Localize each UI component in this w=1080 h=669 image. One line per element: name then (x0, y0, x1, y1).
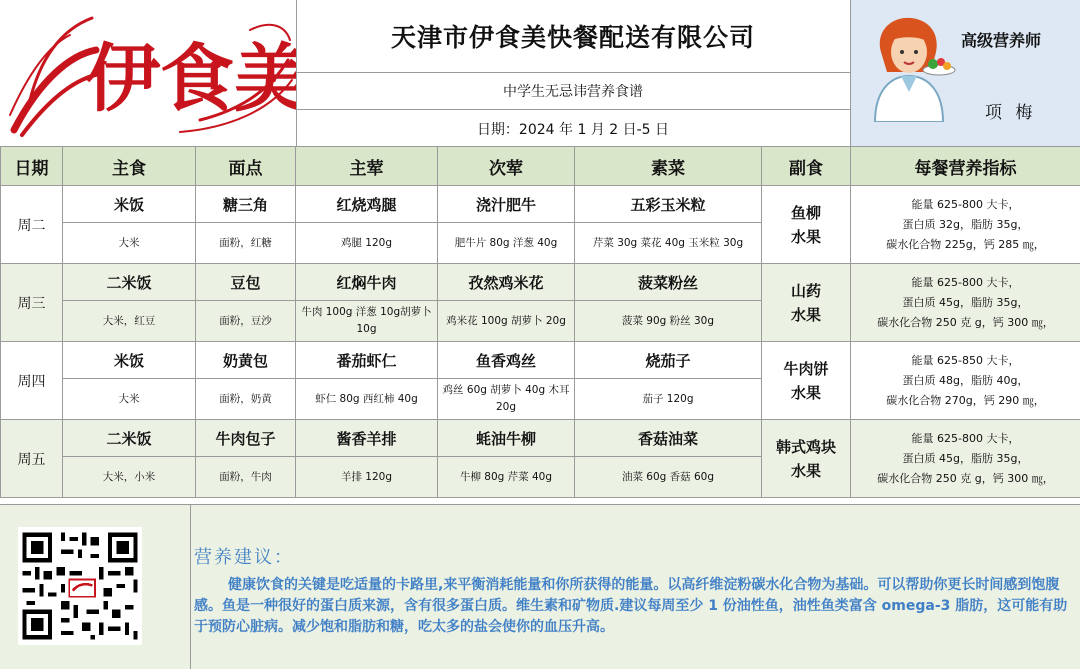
qr-pane (0, 505, 191, 669)
ingredient-text: 茄子 120g (575, 379, 762, 420)
ingredient-text: 鸡米花 100g 胡萝卜 20g (438, 301, 575, 342)
nutrition-line: 能量 625-800 大卡， (851, 273, 1080, 293)
column-header: 次荤 (438, 147, 575, 186)
dish-name: 蚝油牛柳 (438, 420, 575, 457)
side-dish: 水果 (762, 225, 850, 249)
nutritionist-title: 高级营养师 (961, 28, 1041, 51)
ingredient-text: 鸡丝 60g 胡萝卜 40g 木耳 20g (438, 379, 575, 420)
company-logo (0, 0, 297, 147)
side-dish-cell (762, 420, 851, 498)
dish-name: 豆包 (196, 264, 296, 301)
dish-name: 糖三角 (196, 186, 296, 223)
nutrition-cell (851, 186, 1080, 264)
dish-name: 酱香羊排 (296, 420, 438, 457)
side-dish: 鱼柳 (762, 201, 850, 225)
nutrition-cell (851, 420, 1080, 498)
nutritionist-name: 项 梅 (985, 98, 1036, 123)
side-dish: 水果 (762, 303, 850, 327)
side-dish: 山药 (762, 279, 850, 303)
dish-name: 烧茄子 (575, 342, 762, 379)
dish-name: 浇汁肥牛 (438, 186, 575, 223)
day-label: 周三 (1, 264, 63, 342)
nutritionist-panel (850, 0, 1080, 147)
nutrition-line: 蛋白质 32g，脂肪 35g， (851, 215, 1080, 235)
dish-name: 牛肉包子 (196, 420, 296, 457)
ingredient-text: 面粉，豆沙 (196, 301, 296, 342)
advice-text: 健康饮食的关键是吃适量的卡路里,来平衡消耗能量和你所获得的能量。以高纤维淀粉碳水化合物为基础。可以帮助你更长时间感到饱腹感。鱼是一种很好的蛋白质来源，含有很多蛋白质。维生素和矿物质.建议每周至少 1 份油性鱼，油性鱼类富含 omega-3 脂肪，这可能有助于预防心脏病。减少饱和脂肪和糖，吃太多的盐会使你的血压升高。 (194, 575, 1074, 638)
nutrition-line: 能量 625-800 大卡， (851, 429, 1080, 449)
ingredient-text: 面粉，奶黄 (196, 379, 296, 420)
dish-name: 鱼香鸡丝 (438, 342, 575, 379)
nutrition-line: 碳水化合物 250 克 g，钙 300 ㎎， (851, 469, 1080, 489)
dish-name: 番茄虾仁 (296, 342, 438, 379)
nutrition-line: 碳水化合物 225g，钙 285 ㎎， (851, 235, 1080, 255)
logo-text: 伊食美 (86, 36, 296, 122)
dish-name: 二米饭 (63, 420, 196, 457)
column-header: 素菜 (575, 147, 762, 186)
nutrition-cell (851, 342, 1080, 420)
dish-name: 米饭 (63, 342, 196, 379)
ingredient-text: 油菜 60g 香菇 60g (575, 457, 762, 498)
column-header: 面点 (196, 147, 296, 186)
column-header: 每餐营养指标 (851, 147, 1080, 186)
side-dish: 水果 (762, 459, 850, 483)
ingredient-text: 肥牛片 80g 洋葱 40g (438, 223, 575, 264)
ingredient-text: 虾仁 80g 西红柿 40g (296, 379, 438, 420)
date-range: 日期：2024 年 1 月 2 日-5 日 (296, 110, 850, 148)
nutrition-line: 碳水化合物 250 克 g，钙 300 ㎎， (851, 313, 1080, 333)
nutritionist-avatar-icon (861, 12, 957, 122)
nutrition-line: 能量 625-800 大卡， (851, 195, 1080, 215)
day-label: 周二 (1, 186, 63, 264)
day-label: 周五 (1, 420, 63, 498)
advice-section (0, 504, 1080, 669)
dish-name: 孜然鸡米花 (438, 264, 575, 301)
ingredient-text: 牛肉 100g 洋葱 10g胡萝卜 10g (296, 301, 438, 342)
weekly-menu-table (0, 146, 1080, 498)
dish-name: 菠菜粉丝 (575, 264, 762, 301)
side-dish: 水果 (762, 381, 850, 405)
side-dish-cell (762, 342, 851, 420)
title-block (296, 0, 850, 146)
advice-title: 营养建议： (194, 543, 294, 569)
dish-name: 香菇油菜 (575, 420, 762, 457)
table-header-row (1, 147, 1080, 186)
nutrition-line: 蛋白质 45g，脂肪 35g， (851, 293, 1080, 313)
ingredient-text: 大米，小米 (63, 457, 196, 498)
column-header: 主荤 (296, 147, 438, 186)
company-name: 天津市伊食美快餐配送有限公司 (296, 0, 850, 73)
ingredient-text: 羊排 120g (296, 457, 438, 498)
dish-name: 奶黄包 (196, 342, 296, 379)
ingredient-text: 鸡腿 120g (296, 223, 438, 264)
table-row (1, 264, 1080, 301)
dish-name: 五彩玉米粒 (575, 186, 762, 223)
ingredient-text: 芹菜 30g 菜花 40g 玉米粒 30g (575, 223, 762, 264)
side-dish-cell (762, 186, 851, 264)
column-header: 副食 (762, 147, 851, 186)
table-row (1, 420, 1080, 457)
ingredient-text: 面粉，牛肉 (196, 457, 296, 498)
dish-name: 红焖牛肉 (296, 264, 438, 301)
nutrition-line: 能量 625-850 大卡， (851, 351, 1080, 371)
nutrition-line: 蛋白质 45g，脂肪 35g， (851, 449, 1080, 469)
dish-name: 红烧鸡腿 (296, 186, 438, 223)
ingredient-text: 面粉，红糖 (196, 223, 296, 264)
dish-name: 二米饭 (63, 264, 196, 301)
ingredient-text: 牛柳 80g 芹菜 40g (438, 457, 575, 498)
column-header: 日期 (1, 147, 63, 186)
column-header: 主食 (63, 147, 196, 186)
ingredient-text: 菠菜 90g 粉丝 30g (575, 301, 762, 342)
side-dish: 韩式鸡块 (762, 435, 850, 459)
day-label: 周四 (1, 342, 63, 420)
qr-code-icon (18, 527, 142, 645)
side-dish-cell (762, 264, 851, 342)
ingredient-text: 大米 (63, 223, 196, 264)
nutrition-line: 蛋白质 48g，脂肪 40g， (851, 371, 1080, 391)
nutrition-line: 碳水化合物 270g，钙 290 ㎎， (851, 391, 1080, 411)
logo-swoosh-icon (0, 0, 296, 146)
ingredient-text: 大米，红豆 (63, 301, 196, 342)
side-dish: 牛肉饼 (762, 357, 850, 381)
table-row (1, 186, 1080, 223)
nutrition-cell (851, 264, 1080, 342)
ingredient-text: 大米 (63, 379, 196, 420)
table-row (1, 342, 1080, 379)
dish-name: 米饭 (63, 186, 196, 223)
menu-subtitle: 中学生无忌讳营养食谱 (296, 73, 850, 110)
